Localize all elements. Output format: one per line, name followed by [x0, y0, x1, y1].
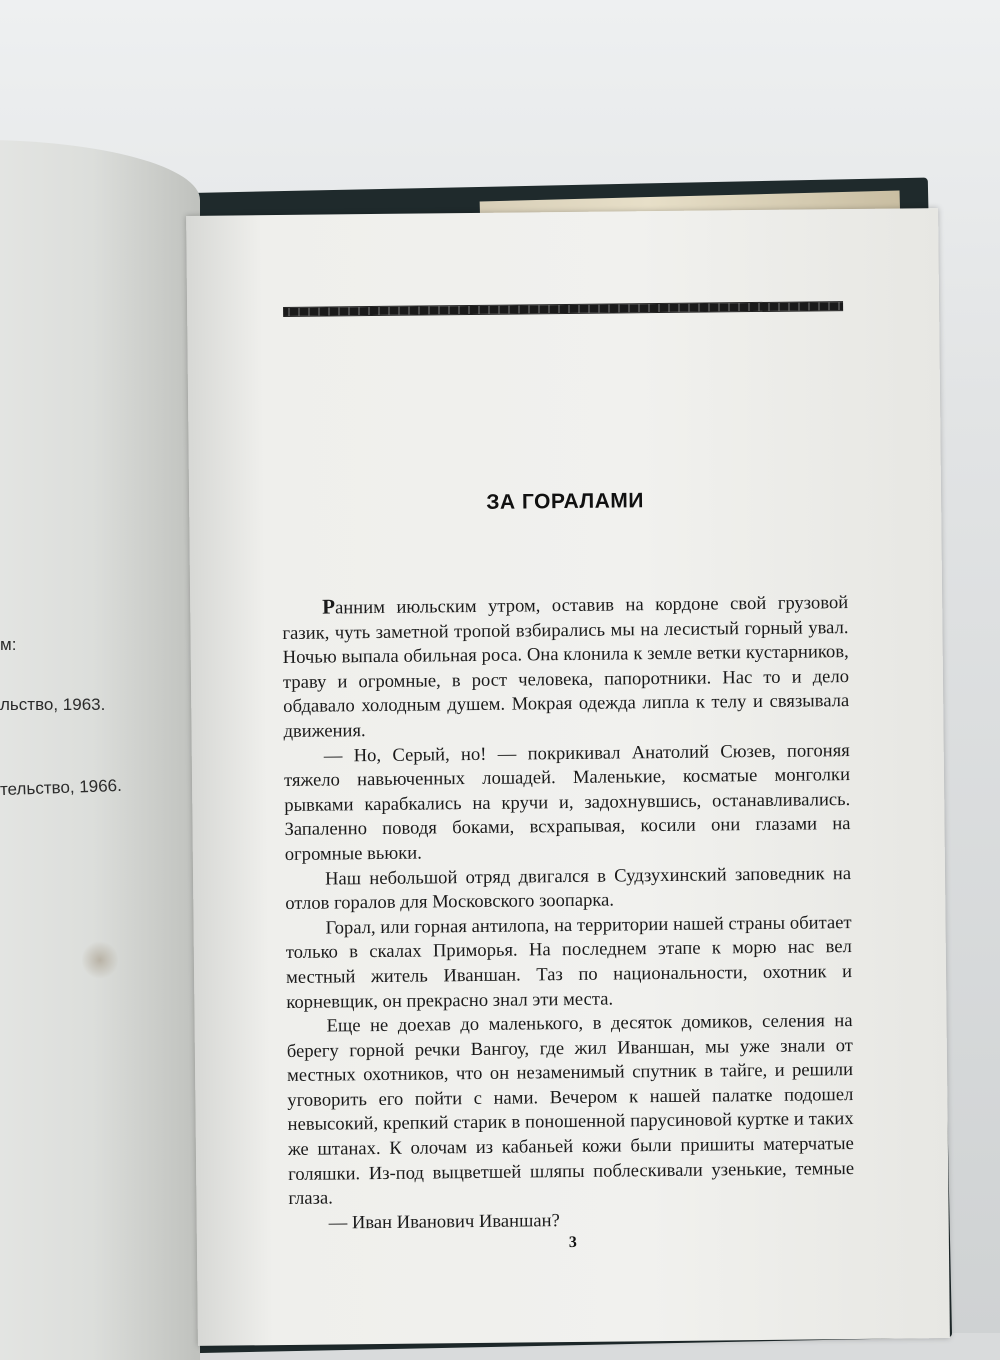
paragraph: — Иван Иванович Иваншан? — [328, 1209, 560, 1234]
body-text — [282, 589, 855, 1236]
left-page-fragment: м: — [0, 635, 17, 654]
paragraph: Еще не доехав до маленького, в десяток домиков, селения на берегу горной речки Вангоу, где жил Иваншан, мы уже знали от местных охотников, что он незаменимый спутник в тайге, и решили уговорить его пойти с нами. Вечером к нашей палатке подошел невысокий, крепкий старик в поношенной парусиновой куртке и таких же штанах. К олочам из кабаньей кожи были пришиты матерчатые голяшки. Из-под выцветшей шляпы поблескивали узенькие, темные глаза. — [286, 1010, 855, 1210]
page-number: 3 — [568, 1233, 577, 1252]
right-page — [186, 208, 950, 1346]
paragraph: Горал, или горная антилопа, на территории нашей страны обитает только в скалах Приморья. На последнем этапе к морю нас вел местный житель Иваншан. Таз по национальности, охотник и корневщик, он прекрасно знал эти места. — [285, 911, 853, 1013]
left-page-fragment: льство, 1963. — [0, 695, 106, 714]
paragraph: — Но, Серый, но! — покрикивал Анатолий Сюзев, погоняя тяжело навьюченных лошадей. Маленькие, косматые монголки рывками карабкались на кручи и, задохнувшись, останавливались. Запаленно поводя боками, всхрапывая, косили они глазами на огромные вьюки. — [283, 739, 851, 865]
decorative-rule — [283, 301, 843, 317]
left-page — [0, 140, 200, 1360]
chapter-title: ЗА ГОРАЛАМИ — [486, 489, 645, 514]
paragraph: Ранним июльским утром, оставив на кордоне свой грузовой газик, чуть заметной тропой взбирались мы на лесистый горный увал. Ночью выпала обильная роса. Она клонила к земле ветки кустарников, траву и огромные, в рост человека, папоротники. Нас то и дело обдавало холодным душем. Мокрая одежда липла к телу и связывала движения. — [282, 592, 850, 742]
page-stain — [82, 940, 118, 980]
left-page-fragment: тельство, 1966. — [0, 775, 123, 800]
paragraph: Наш небольшой отряд двигался в Судзухинский заповедник на отлов горалов для Московского зоопарка. — [285, 862, 852, 915]
